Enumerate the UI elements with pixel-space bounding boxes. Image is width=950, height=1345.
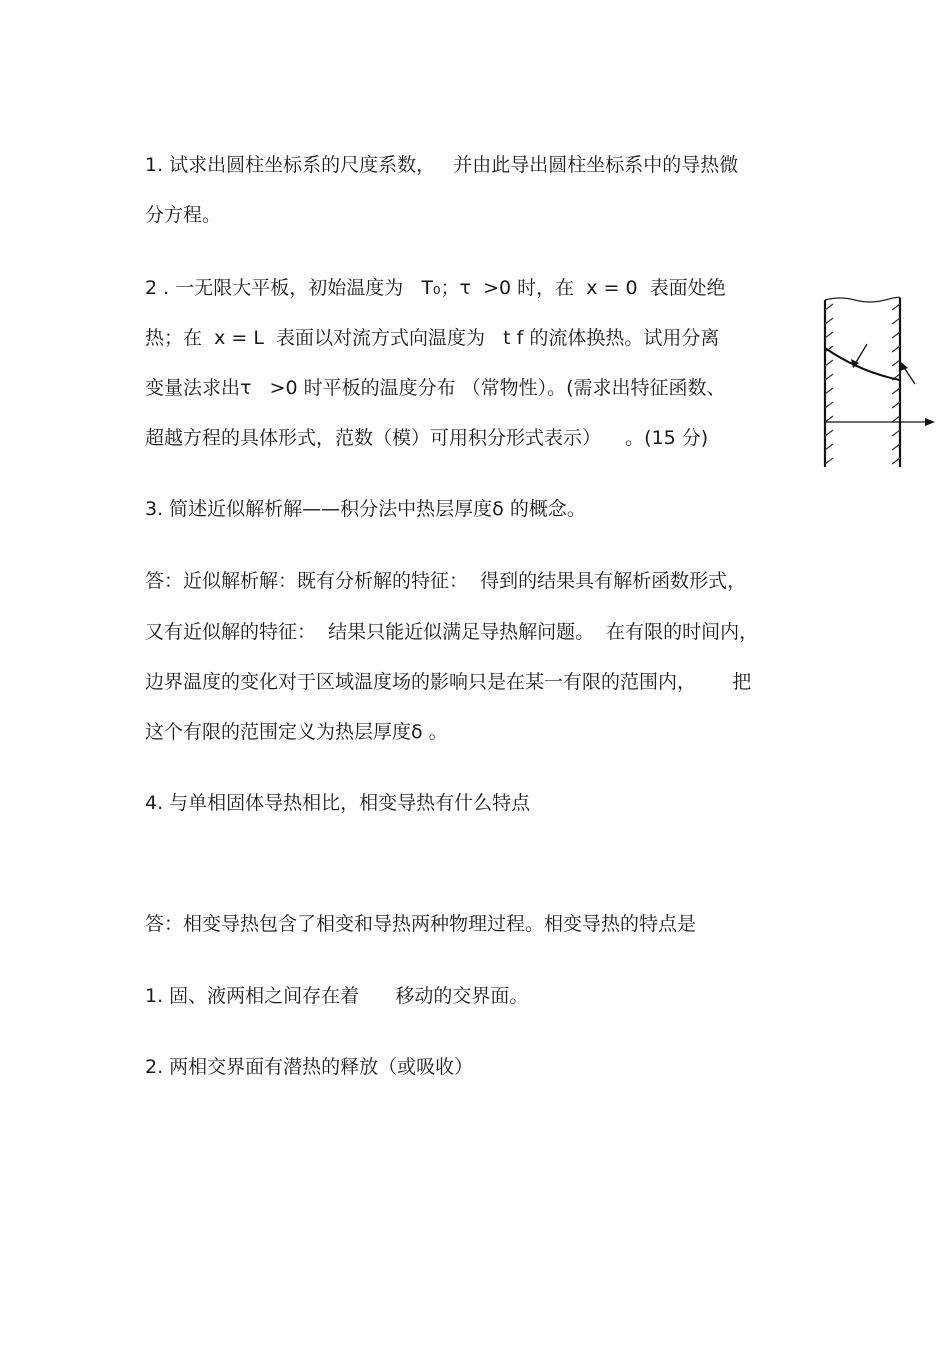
q2-line-2: 热；在 x = L 表面以对流方式向温度为 t f 的流体换热。试用分离 <box>145 327 720 349</box>
plate-top-break <box>825 297 900 302</box>
q1-line-2: 分方程。 <box>145 204 222 226</box>
q2-line-3: 变量法求出τ >0 时平板的温度分布 （常物性）。(需求出特征函数、 <box>145 377 726 399</box>
q3-line: 3. 简述近似解析解——积分法中热层厚度δ 的概念。 <box>145 498 586 520</box>
a3-line-1: 答：近似解析解：既有分析解的特征： 得到的结果具有解析函数形式， <box>145 570 747 592</box>
right-hatching <box>892 304 900 464</box>
temperature-curve <box>825 348 900 380</box>
x-axis-arrowhead <box>925 418 935 426</box>
plate-diagram <box>815 292 940 472</box>
q2-line-1: 2 . 一无限大平板，初始温度为 T₀；τ >0 时，在 x = 0 表面处绝 <box>145 277 726 299</box>
a3-line-4: 这个有限的范围定义为热层厚度δ 。 <box>145 721 448 743</box>
left-hatching <box>825 304 833 464</box>
a3-line-2: 又有近似解的特征： 结果只能近似满足导热解问题。 在有限的时间内， <box>145 621 759 643</box>
q4-line: 4. 与单相固体导热相比，相变导热有什么特点 <box>145 792 531 814</box>
a4-line-1: 答：相变导热包含了相变和导热两种物理过程。相变导热的特点是 <box>145 913 697 935</box>
q1-line-1: 1. 试求出圆柱坐标系的尺度系数， 并由此导出圆柱坐标系中的导热微 <box>145 154 739 176</box>
q2-line-4: 超越方程的具体形式，范数（模）可用积分形式表示） 。(15 分) <box>145 427 709 449</box>
a4-point-2: 2. 两相交界面有潜热的释放（或吸收） <box>145 1056 474 1078</box>
a4-point-1: 1. 固、液两相之间存在着 移动的交界面。 <box>145 985 529 1007</box>
curve-leader-line <box>855 344 867 364</box>
convection-arrowhead <box>900 362 908 371</box>
a3-line-3: 边界温度的变化对于区域温度场的影响只是在某一有限的范围内， 把 <box>145 671 752 693</box>
